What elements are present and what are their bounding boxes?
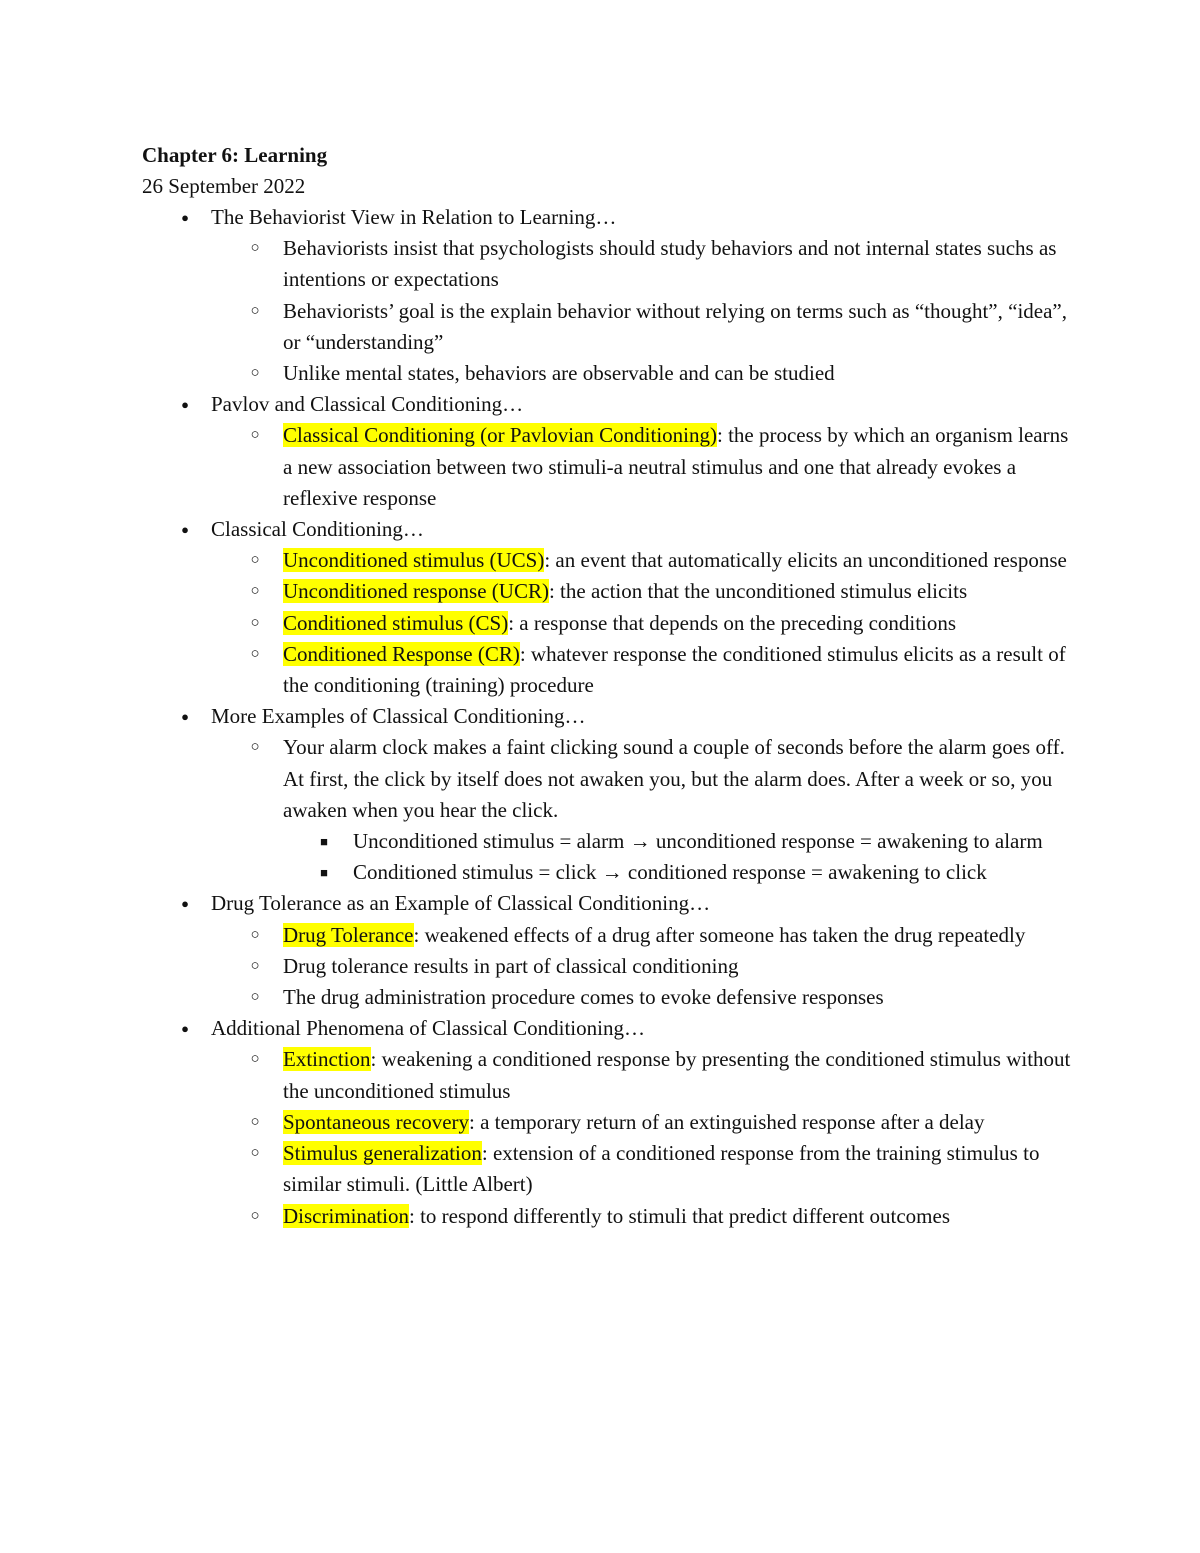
filled-circle-bullet-icon: ●: [181, 210, 189, 225]
highlighted-term: Spontaneous recovery: [283, 1109, 470, 1134]
item-text: : whatever response the conditioned stimulus elicits as a result of the conditioning (training) procedure: [283, 641, 1066, 698]
item-text: : to respond differently to stimuli that predict different outcomes: [408, 1203, 951, 1228]
filled-circle-bullet-icon: ●: [181, 896, 189, 912]
section-heading: Pavlov and Classical Conditioning…: [211, 392, 524, 417]
hollow-circle-bullet-icon: ○: [250, 739, 260, 756]
section-items: [250, 545, 1082, 701]
item-text: : the action that the unconditioned stimulus elicits: [548, 579, 968, 604]
list-item: [211, 576, 1082, 607]
hollow-circle-bullet-icon: ○: [250, 240, 260, 257]
hollow-circle-bullet-icon: ○: [250, 583, 260, 600]
list-item: [211, 1044, 1082, 1106]
list-item: [211, 296, 1082, 358]
hollow-circle-bullet-icon: ○: [250, 989, 260, 1006]
sub-list: [250, 545, 1082, 701]
hollow-circle-bullet-icon: ○: [250, 365, 260, 382]
section-items: [250, 420, 1082, 514]
item-text: Behaviorists insist that psychologists should study behaviors and not internal states suchs as intentions or expectations: [283, 236, 1057, 292]
nested-item-text: Conditioned stimulus = click → conditioned response = awakening to click: [353, 860, 987, 885]
outline-section: [142, 888, 1082, 1013]
hollow-circle-bullet-icon: ○: [250, 926, 260, 943]
item-text: : an event that automatically elicits an unconditioned response: [544, 548, 1067, 573]
nested-item-text: Unconditioned stimulus = alarm → unconditioned response = awakening to alarm: [353, 829, 1043, 854]
section-heading: The Behaviorist View in Relation to Learning…: [211, 205, 617, 229]
sub-list: [250, 233, 1082, 389]
chapter-title: Chapter 6: Learning: [142, 143, 328, 167]
nested-list-item: [283, 826, 1082, 857]
hollow-circle-bullet-icon: ○: [250, 614, 260, 631]
note-date: 26 September 2022: [142, 174, 306, 198]
list-item: [211, 639, 1082, 701]
hollow-circle-bullet-icon: ○: [250, 302, 260, 319]
section-items: [250, 233, 1082, 389]
hollow-circle-bullet-icon: ○: [250, 427, 260, 444]
highlighted-term: Classical Conditioning (or Pavlovian Conditioning): [283, 423, 717, 448]
list-item: [211, 982, 1082, 1013]
outline-list: [142, 202, 1082, 1232]
highlighted-term: Conditioned Response (CR): [283, 641, 520, 666]
item-text: : weakened effects of a drug after someone has taken the drug repeatedly: [413, 922, 1026, 947]
square-bullet-icon: ■: [320, 834, 328, 850]
section-items: [250, 732, 1082, 888]
sub-list: [250, 420, 1082, 514]
outline-section: [142, 514, 1082, 701]
item-text: : weakening a conditioned response by presenting the conditioned stimulus without the unconditioned stimulus: [283, 1047, 1071, 1103]
item-text: : a temporary return of an extinguished response after a delay: [469, 1109, 985, 1134]
item-text: The drug administration procedure comes to evoke defensive responses: [283, 985, 884, 1010]
list-item: [211, 608, 1082, 639]
section-items: [250, 1044, 1082, 1231]
nested-items: [320, 826, 1082, 888]
outline-section: [142, 1013, 1082, 1231]
item-text: Unlike mental states, behaviors are observable and can be studied: [283, 361, 835, 386]
highlighted-term: Extinction: [283, 1047, 371, 1072]
list-item: [211, 233, 1082, 295]
item-text: Behaviorists’ goal is the explain behavior without relying on terms such as “thought”, “idea”, or “understanding”: [283, 298, 1067, 354]
list-item: [211, 358, 1082, 389]
hollow-circle-bullet-icon: ○: [250, 1051, 260, 1068]
filled-circle-bullet-icon: ●: [181, 522, 189, 538]
filled-circle-bullet-icon: ●: [181, 397, 189, 413]
document-body: [142, 140, 1082, 1232]
list-item: [211, 920, 1082, 951]
list-item: [211, 951, 1082, 982]
highlighted-term: Unconditioned response (UCR): [283, 579, 549, 604]
list-item: [211, 1107, 1082, 1138]
filled-circle-bullet-icon: ●: [181, 709, 189, 725]
nested-list-item: [283, 857, 1082, 888]
outline-section: [142, 202, 1082, 389]
hollow-circle-bullet-icon: ○: [250, 645, 260, 662]
highlighted-term: Unconditioned stimulus (UCS): [283, 548, 545, 573]
section-items: [250, 920, 1082, 1014]
hollow-circle-bullet-icon: ○: [250, 957, 260, 974]
list-item: [211, 732, 1082, 888]
item-text: : the process by which an organism learns a new association between two stimuli-a neutral stimulus and one that already evokes a reflexive response: [283, 423, 1069, 510]
filled-circle-bullet-icon: ●: [181, 1021, 189, 1037]
highlighted-term: Discrimination: [283, 1203, 409, 1228]
highlighted-term: Stimulus generalization: [283, 1141, 482, 1166]
item-text: : extension of a conditioned response from the training stimulus to similar stimuli. (Little Albert): [283, 1141, 1040, 1197]
item-text: Your alarm clock makes a faint clicking sound a couple of seconds before the alarm goes off. At first, the click by itself does not awaken you, but the alarm does. After a week or so, you awaken when you hear the click.: [283, 735, 1065, 822]
section-heading: More Examples of Classical Conditioning…: [211, 704, 586, 729]
item-text: Drug tolerance results in part of classical conditioning: [283, 953, 739, 978]
highlighted-term: Drug Tolerance: [283, 922, 414, 947]
hollow-circle-bullet-icon: ○: [250, 1145, 260, 1162]
section-heading: Additional Phenomena of Classical Conditioning…: [211, 1016, 645, 1041]
sub-list: [250, 732, 1082, 888]
list-item: [211, 420, 1082, 514]
hollow-circle-bullet-icon: ○: [250, 1207, 260, 1224]
hollow-circle-bullet-icon: ○: [250, 552, 260, 569]
square-bullet-icon: ■: [320, 865, 328, 881]
hollow-circle-bullet-icon: ○: [250, 1113, 260, 1130]
outline-section: [142, 701, 1082, 888]
nested-list: [320, 826, 1082, 888]
sub-list: [250, 920, 1082, 1014]
list-item: [211, 1201, 1082, 1232]
outline-section: [142, 389, 1082, 514]
list-item: [211, 1138, 1082, 1200]
list-item: [211, 545, 1082, 576]
highlighted-term: Conditioned stimulus (CS): [283, 610, 509, 635]
sub-list: [250, 1044, 1082, 1231]
section-heading: Drug Tolerance as an Example of Classical Conditioning…: [211, 891, 711, 916]
section-heading: Classical Conditioning…: [211, 517, 424, 542]
item-text: : a response that depends on the preceding conditions: [508, 610, 957, 635]
